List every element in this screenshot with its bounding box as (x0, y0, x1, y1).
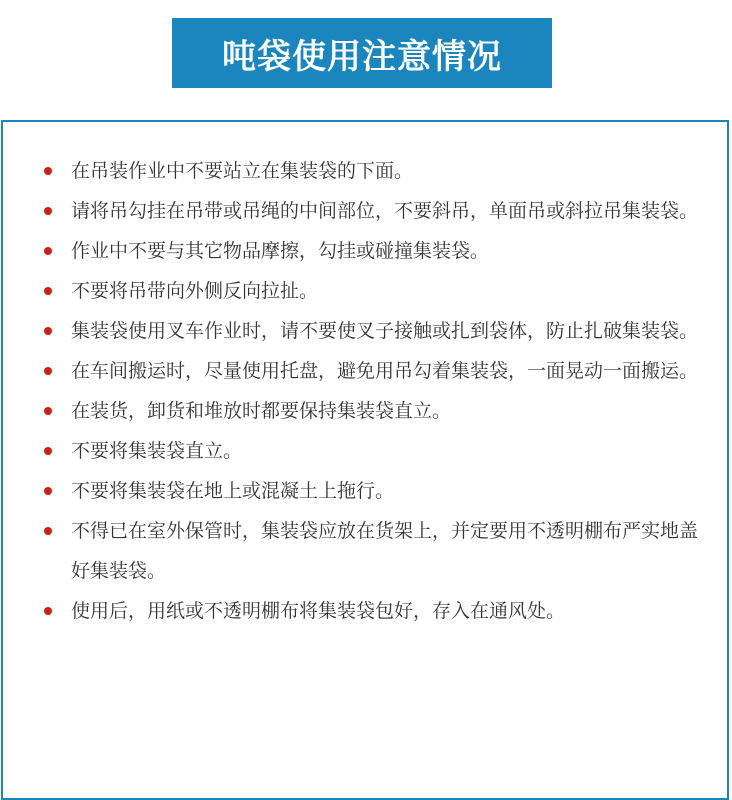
list-item (41, 591, 701, 631)
list-item (41, 431, 701, 471)
bullet-icon (44, 247, 52, 255)
list-item (41, 191, 701, 231)
list-item-text: 不得已在室外保管时，集装袋应放在货架上，并定要用不透明棚布严实地盖好集装袋。 (71, 520, 699, 582)
list-item-text: 不要将吊带向外侧反向拉扯。 (71, 280, 319, 302)
list-item-text: 不要将集装袋在地上或混凝土上拖行。 (71, 480, 395, 502)
page-title: 吨袋使用注意情况 (222, 36, 502, 77)
bullet-icon (44, 447, 52, 455)
bullet-icon (44, 607, 52, 615)
list-item-text: 在车间搬运时，尽量使用托盘，避免用吊勾着集装袋，一面晃动一面搬运。 (71, 360, 699, 382)
title-banner (172, 18, 552, 88)
list-item (41, 471, 701, 511)
bullet-icon (44, 367, 52, 375)
list-item-text: 不要将集装袋直立。 (71, 440, 243, 462)
list-item (41, 391, 701, 431)
list-item (41, 311, 701, 351)
list-item-text: 使用后，用纸或不透明棚布将集装袋包好，存入在通风处。 (71, 600, 566, 622)
bullet-icon (44, 287, 52, 295)
bullet-icon (44, 327, 52, 335)
list-item-text: 在装货，卸货和堆放时都要保持集装袋直立。 (71, 400, 452, 422)
list-item (41, 511, 701, 591)
list-item-text: 在吊装作业中不要站立在集装袋的下面。 (71, 160, 414, 182)
list-item-text: 作业中不要与其它物品摩擦，勾挂或碰撞集装袋。 (71, 240, 490, 262)
notice-panel (1, 120, 729, 800)
bullet-icon (44, 487, 52, 495)
bullet-icon (44, 527, 52, 535)
list-item (41, 231, 701, 271)
bullet-icon (44, 167, 52, 175)
list-item (41, 271, 701, 311)
list-item (41, 151, 701, 191)
list-item (41, 351, 701, 391)
bullet-icon (44, 207, 52, 215)
list-item-text: 请将吊勾挂在吊带或吊绳的中间部位，不要斜吊，单面吊或斜拉吊集装袋。 (71, 200, 699, 222)
list-item-text: 集装袋使用叉车作业时，请不要使叉子接触或扎到袋体，防止扎破集装袋。 (71, 320, 699, 342)
bullet-icon (44, 407, 52, 415)
notice-list (41, 151, 701, 631)
